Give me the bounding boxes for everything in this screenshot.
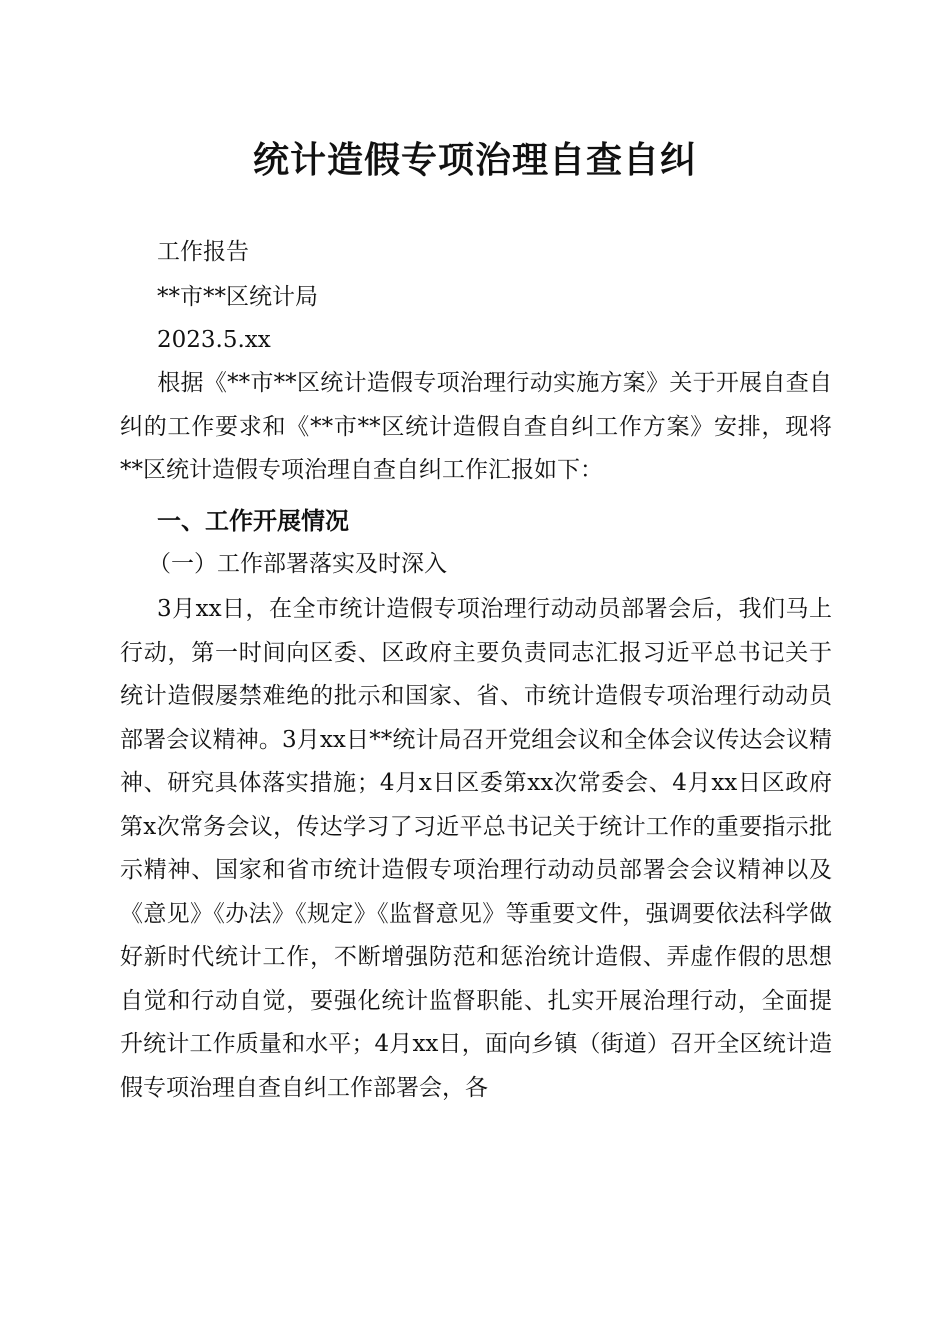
subsection-body-paragraph	[120, 588, 832, 1110]
report-date: 2023.5.xx	[157, 327, 271, 353]
organization-name: **市**区统计局	[157, 284, 318, 310]
intro-paragraph	[120, 362, 832, 493]
intro-text: 根据《**市**区统计造假专项治理行动实施方案》关于开展自查自纠的工作要求和《**市**区统计造假自查自纠工作方案》安排，现将**区统计造假专项治理自查自纠工作汇报如下：	[120, 370, 832, 483]
document-title: 统计造假专项治理自查自纠	[252, 139, 697, 181]
subsection-heading-1: （一）工作部署落实及时深入	[148, 551, 447, 577]
section-heading-1: 一、工作开展情况	[157, 506, 349, 535]
document-subtitle: 工作报告	[157, 239, 249, 265]
subsection-body-text: 3月xx日，在全市统计造假专项治理行动动员部署会后，我们马上行动，第一时间向区委、区政府主要负责同志汇报习近平总书记关于统计造假屡禁难绝的批示和国家、省、市统计造假专项治理行动动员部署会议精神。3月xx日**统计局召开党组会议和全体会议传达会议精神、研究具体落实措施；4月x日区委第xx次常委会、4月xx日区政府第x次常务会议，传达学习了习近平总书记关于统计工作的重要指示批示精神、国家和省市统计造假专项治理行动动员部署会会议精神以及《意见》《办法》《规定》《监督意见》等重要文件，强调要依法科学做好新时代统计工作，不断增强防范和惩治统计造假、弄虚作假的思想自觉和行动自觉，要强化统计监督职能、扎实开展治理行动，全面提升统计工作质量和水平；4月xx日，面向乡镇（街道）召开全区统计造假专项治理自查自纠工作部署会，各	[120, 596, 832, 1101]
